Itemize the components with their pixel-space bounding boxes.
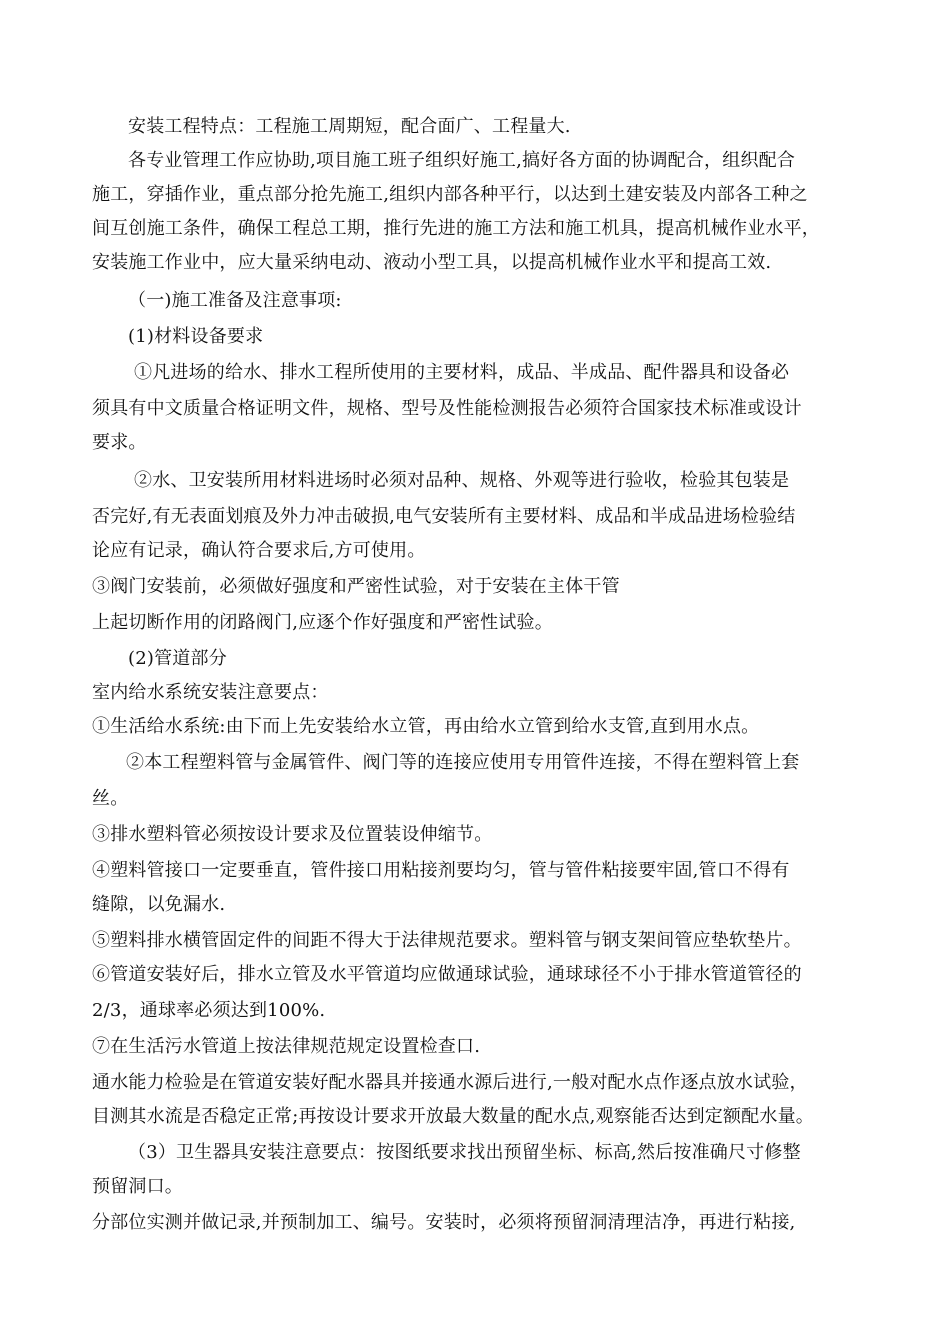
subsection-heading: (2)管道部分 xyxy=(128,648,227,669)
text-line: 要求。 xyxy=(92,432,147,453)
text-line: 2/3，通球率必须达到100%. xyxy=(92,1000,326,1021)
section-heading: （一)施工准备及注意事项: xyxy=(128,290,342,311)
text-line: 否完好,有无表面划痕及外力冲击破损,电气安装所有主要材料、成品和半成品进场检验结 xyxy=(92,506,796,527)
subsection-heading: （3）卫生器具安装注意要点：按图纸要求找出预留坐标、标高,然后按准确尺寸修整 xyxy=(128,1142,801,1163)
text-line: 安装工程特点：工程施工周期短，配合面广、工程量大. xyxy=(128,116,571,137)
text-line: 室内给水系统安装注意要点： xyxy=(92,682,329,703)
text-line: ⑥管道安装好后，排水立管及水平管道均应做通球试验，通球球径不小于排水管道管径的 xyxy=(92,964,802,985)
text-line: 间互创施工条件，确保工程总工期，推行先进的施工方法和施工机具，提高机械作业水平， xyxy=(92,218,820,239)
text-line: ①凡进场的给水、排水工程所使用的主要材料，成品、半成品、配件器具和设备必 xyxy=(134,362,790,383)
text-line: 安装施工作业中，应大量采纳电动、液动小型工具，以提高机械作业水平和提高工效. xyxy=(92,252,772,273)
text-line: ⑦在生活污水管道上按法律规范规定设置检查口. xyxy=(92,1036,481,1057)
text-line: ②水、卫安装所用材料进场时必须对品种、规格、外观等进行验收，检验其包装是 xyxy=(134,470,790,491)
text-line: 须具有中文质量合格证明文件，规格、型号及性能检测报告必须符合国家技术标准或设计 xyxy=(92,398,802,419)
subsection-heading: (1)材料设备要求 xyxy=(128,326,264,347)
text-line: 预留洞口。 xyxy=(92,1176,183,1197)
text-line: 分部位实测并做记录,并预制加工、编号。安装时，必须将预留洞清理洁净，再进行粘接, xyxy=(92,1212,796,1233)
text-line: ④塑料管接口一定要垂直，管件接口用粘接剂要均匀，管与管件粘接要牢固,管口不得有 xyxy=(92,860,790,881)
text-line: 缝隙，以免漏水. xyxy=(92,894,226,915)
text-line: 各专业管理工作应协助,项目施工班子组织好施工,搞好各方面的协调配合，组织配合 xyxy=(128,150,796,171)
text-line: 施工，穿插作业，重点部分抢先施工,组织内部各种平行，以达到土建安装及内部各工种之 xyxy=(92,184,808,205)
text-line: ①生活给水系统:由下而上先安装给水立管，再由给水立管到给水支管,直到用水点。 xyxy=(92,716,760,737)
text-line: ③阀门安装前，必须做好强度和严密性试验，对于安装在主体干管 xyxy=(92,576,620,597)
text-line: 目测其水流是否稳定正常;再按设计要求开放最大数量的配水点,观察能否达到定额配水量。 xyxy=(92,1106,814,1127)
text-line: 论应有记录，确认符合要求后,方可使用。 xyxy=(92,540,426,561)
text-line: 上起切断作用的闭路阀门,应逐个作好强度和严密性试验。 xyxy=(92,612,553,633)
text-line: ②本工程塑料管与金属管件、阀门等的连接应使用专用管件连接，不得在塑料管上套 xyxy=(126,752,800,773)
text-line: 通水能力检验是在管道安装好配水器具并接通水源后进行,一般对配水点作逐点放水试验， xyxy=(92,1072,808,1093)
text-line: ⑤塑料排水横管固定件的间距不得大于法律规范要求。塑料管与钢支架间管应垫软垫片。 xyxy=(92,930,802,951)
text-line: ③排水塑料管必须按设计要求及位置装设伸缩节。 xyxy=(92,824,493,845)
text-line: 丝。 xyxy=(92,788,129,809)
